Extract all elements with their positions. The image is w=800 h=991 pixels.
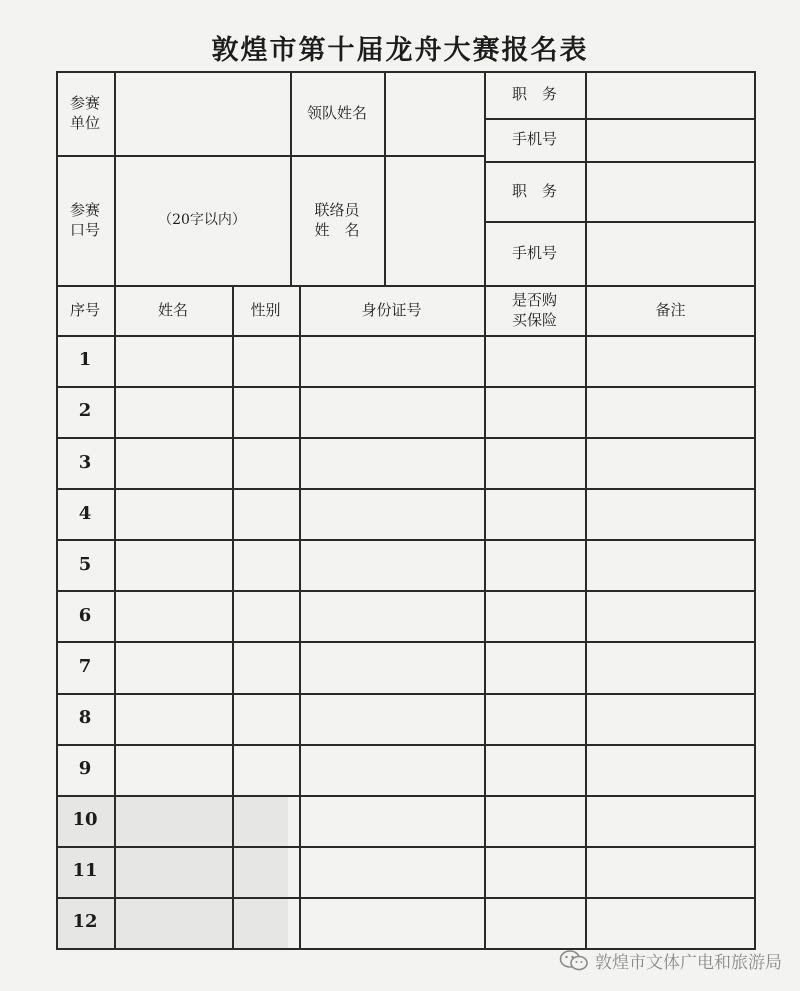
label-phone-2: 手机号 (511, 243, 557, 262)
header-vline-3 (384, 71, 386, 285)
table-column-divider (484, 285, 486, 948)
row-number: 12 (72, 911, 98, 933)
table-column-divider (114, 285, 116, 948)
header-index: 序号 (69, 300, 100, 319)
table-row-divider (56, 386, 756, 388)
row-number: 4 (78, 502, 92, 524)
label-contact-name: 联络员 姓 名 (314, 200, 360, 239)
row-number: 5 (78, 553, 92, 575)
border-right (754, 71, 756, 950)
table-row-divider (56, 488, 756, 490)
header-vline-5 (585, 71, 587, 285)
table-row-divider (56, 437, 756, 439)
label-phone-1: 手机号 (511, 130, 557, 149)
label-duty-2: 职 务 (511, 181, 557, 200)
label-leader-name: 领队姓名 (306, 103, 367, 122)
slogan-hint: （20字以内） (158, 211, 246, 228)
registration-form (56, 71, 756, 950)
table-row-divider (56, 539, 756, 541)
row-number: 6 (78, 604, 92, 626)
label-duty-1: 职 务 (511, 85, 557, 104)
wechat-icon (559, 949, 589, 973)
header-id-number: 身份证号 (361, 300, 422, 319)
table-row-divider (56, 744, 756, 746)
table-row-divider (56, 693, 756, 695)
table-column-divider (232, 285, 234, 948)
header-insurance: 是否购 买保险 (511, 290, 557, 329)
watermark-text: 敦煌市文体广电和旅游局 (595, 953, 782, 973)
table-row-divider (56, 641, 756, 643)
border-top (56, 71, 756, 73)
row-number: 7 (78, 655, 92, 677)
row-number: 3 (78, 451, 92, 473)
header-name: 姓名 (157, 300, 188, 319)
label-slogan: 参赛 口号 (69, 200, 100, 239)
table-column-divider (585, 285, 587, 948)
row-number: 1 (78, 349, 92, 371)
header-remarks: 备注 (655, 300, 686, 319)
table-row-divider (56, 590, 756, 592)
watermark (559, 948, 782, 973)
row-number: 10 (72, 809, 98, 831)
table-column-divider (299, 285, 301, 948)
header-row-divider (56, 335, 756, 337)
row-number: 11 (72, 860, 98, 882)
form-title: 敦煌市第十届龙舟大赛报名表 (211, 35, 589, 66)
header-gender: 性别 (250, 300, 281, 319)
label-unit: 参赛 单位 (69, 93, 100, 132)
row-number: 8 (78, 706, 92, 728)
row-number: 9 (78, 758, 92, 780)
row-number: 2 (78, 400, 92, 422)
